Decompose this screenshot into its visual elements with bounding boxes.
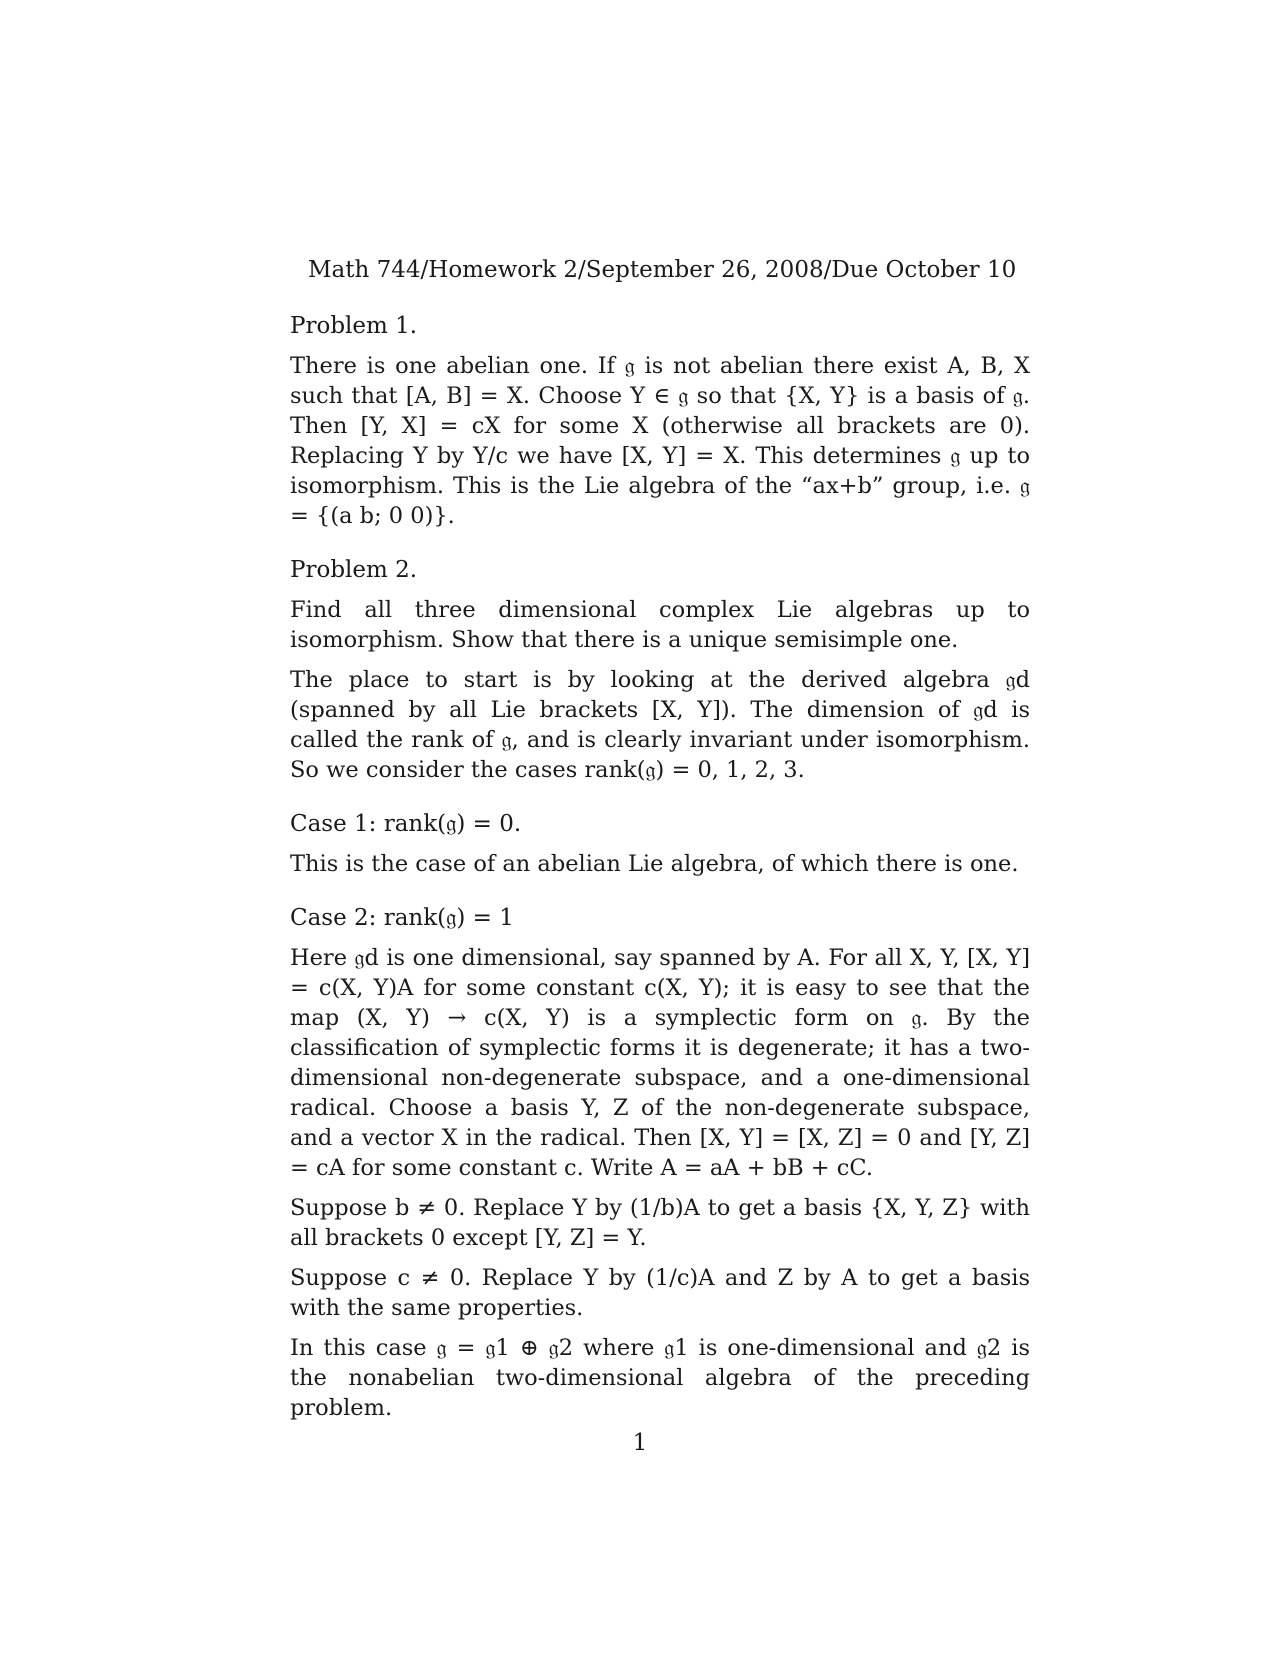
document-page	[290, 255, 1030, 1433]
case-2-paragraph-1: Here 𝔤d is one dimensional, say spanned by A. For all X, Y, [X, Y] = c(X, Y)A for some constant c(X, Y); it is easy to see that the map (X, Y) → c(X, Y) is a symplectic form on 𝔤. By the classification of symplectic forms it is degenerate; it has a two-dimensional non-degenerate subspace, and a one-dimensional radical. Choose a basis Y, Z of the non-degenerate subspace, and a vector X in the radical. Then [X, Y] = [X, Z] = 0 and [Y, Z] = cA for some constant c. Write A = aA + bB + cC.	[290, 945, 1030, 1181]
case-2-paragraph-3: Suppose c ≠ 0. Replace Y by (1/c)A and Z by A to get a basis with the same properties.	[290, 1265, 1030, 1321]
case-1-paragraph: This is the case of an abelian Lie algebra, of which there is one.	[290, 851, 1019, 877]
document-header: Math 744/Homework 2/September 26, 2008/Due October 10	[308, 257, 1017, 283]
case-2-paragraph-4: In this case 𝔤 = 𝔤1 ⊕ 𝔤2 where 𝔤1 is one-dimensional and 𝔤2 is the nonabelian two-dimensional algebra of the preceding problem.	[290, 1335, 1030, 1421]
problem-1-paragraph: There is one abelian one. If 𝔤 is not abelian there exist A, B, X such that [A, B] = X. Choose Y ∈ 𝔤 so that {X, Y} is a basis of 𝔤. Then [Y, X] = cX for some X (otherwise all brackets are 0). Replacing Y by Y/c we have [X, Y] = X. This determines 𝔤 up to isomorphism. This is the Lie algebra of the “ax+b” group, i.e. 𝔤 = {(a b; 0 0)}.	[290, 353, 1030, 529]
case-1-heading: Case 1: rank(𝔤) = 0.	[290, 811, 522, 837]
problem-2-approach: The place to start is by looking at the derived algebra 𝔤d (spanned by all Lie brackets [X, Y]). The dimension of 𝔤d is called the rank of 𝔤, and is clearly invariant under isomorphism. So we consider the cases rank(𝔤) = 0, 1, 2, 3.	[290, 667, 1030, 783]
case-2-heading: Case 2: rank(𝔤) = 1	[290, 905, 514, 931]
problem-2-statement: Find all three dimensional complex Lie algebras up to isomorphism. Show that there is a unique semisimple one.	[290, 597, 1030, 653]
problem-2-heading: Problem 2.	[290, 557, 418, 583]
page-number: 1	[632, 1430, 648, 1456]
problem-1-heading: Problem 1.	[290, 313, 418, 339]
case-2-paragraph-2: Suppose b ≠ 0. Replace Y by (1/b)A to get a basis {X, Y, Z} with all brackets 0 except [Y, Z] = Y.	[290, 1195, 1030, 1251]
